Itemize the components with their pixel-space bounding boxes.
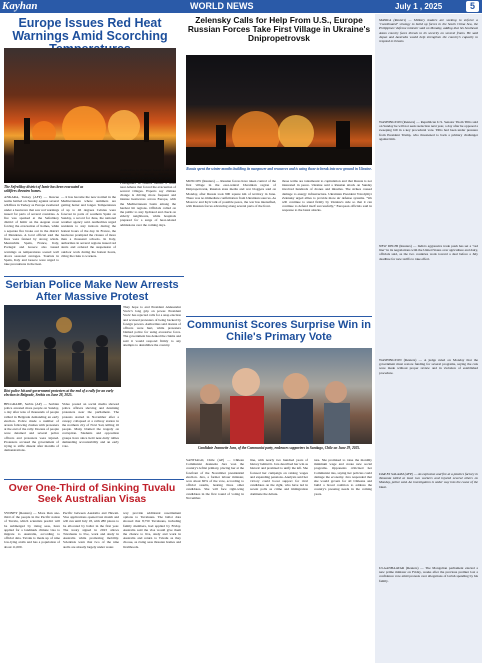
- chile-headline: Communist Scores Surprise Win in Chile's Primary Vote: [187, 319, 371, 343]
- tuvalu-column-1: SYDNEY (Reuters) — More than one-third of the people in the Pacific nation of Tuvalu, which scientists predict will be submerged by rising seas, have applied for a landmark climate visa to migrate to Australia, according to official data. Tuvalu is made up of nine low-lying atolls and has a population of about 11,000.: [4, 511, 60, 549]
- masthead: [0, 0, 482, 13]
- issue-date: July 1 , 2025: [395, 2, 443, 11]
- brief-item: DAR ES SALAAM (AFP) — An explosion and fire at a plastics factory in Tanzania killed at least two workers and injured several others on Monday, police said. An investigation is under way into the cause of the blaze.: [379, 472, 478, 489]
- tuvalu-column-3: way provide additional resettlement options to Tuvaluans. The ballot data showed that 8,750 Tuvaluans, including family members, had applied by Friday. Australia said the visa would give them the chance to live, study and work in Australia and return to Tuvalu as they choose, as rising seas threaten homes and livelihoods.: [123, 511, 181, 549]
- brief-item: WASHINGTON (Reuters) — A judge ruled on Monday that the government must restore funding for several programs, saying the cuts were made without proper review and in violation of established procedure.: [379, 358, 478, 375]
- europe-column-3: Authorities in Portugal issued a red heat warning for several districts as temperatures approached 46 degrees. Firefighters in Greece battled a blaze near Athens that forced the evacuation of several villages. Experts say climate change is driving more frequent and intense heatwaves across Europe, with the Mediterranean basin among the hardest hit regions. Officials called on the public to stay hydrated and check on elderly neighbours, while hospitals prepared for a surge of heat-related admissions over the coming days.: [120, 168, 176, 227]
- brief-item: WASHINGTON (Reuters) — Republican U.S. Senator Thom Tillis said on Sunday he will not seek reelection next year, a day after he opposed a sweeping bill in a key procedural vote. Tillis had been under pressure from President Trump, who threatened to back a primary challenger against him.: [379, 120, 478, 141]
- news-briefs-sidebar: [375, 14, 482, 663]
- zelensky-headline: Zelensky Calls for Help From U.S., Europe Russian Forces Take First Village in Ukraine's Dnipropetrovsk: [187, 15, 371, 43]
- page-number: 5: [466, 1, 479, 12]
- serbia-protest-photo: [4, 305, 121, 387]
- riot-police-icon: [4, 305, 121, 387]
- zelensky-column-1: MOSCOW (Reuters) — Russian forces have taken control of the first village in the east-central Ukrainian region of Dnipropetrovsk, Russian state media and war bloggers said on Monday, after Russia took 900 square km of territory in June. There was no immediate confirmation from Ukrainian sources. As Moscow and Kyiv talk of possible peace, the war has intensified, with Russian forces advancing along several parts of the front.: [186, 179, 276, 209]
- crowd-embrace-icon: [186, 348, 372, 444]
- serbia-column-2: Video posted on social media showed police officers shoving and detaining protesters near the parliament. The protests started in November after a canopy collapsed at a railway station in the northern city of Novi Sad, killing 16 people. Many blamed the tragedy on corruption. Students and opposition groups have since held near-daily rallies demanding accountability and an early vote.: [62, 402, 119, 449]
- chile-caption: Candidate Jeannette Jara, of the Communist party, embraces supporters in Santiago, Chile on June 29, 2025.: [197, 446, 361, 450]
- europe-caption: The Sefrelikoy district of Izmir has been evacuated as wildfires threaten homes.: [4, 185, 84, 194]
- zelensky-column-2: those terms are tantamount to capitulation and that Russia is not interested in peace. Ukraine said a Russian attack on Sunday involved hundreds of drones and missiles. The strikes caused damage to energy infrastructure. Ukrainian President Volodymyr Zelensky urged allies to provide more air defense systems. "We will continue to stand firmly by Ukraine's side so that it can continue to defend itself successfully," European officials said in response to the latest attacks.: [282, 179, 372, 213]
- divider: [4, 479, 184, 480]
- logo: Kayhan: [2, 0, 38, 12]
- divider: [4, 276, 184, 277]
- europe-headline: Europe Issues Red Heat Warnings Amid Scorching: [12, 16, 168, 44]
- chile-candidate-photo: [186, 348, 372, 444]
- fire-scene-icon: [4, 48, 176, 183]
- divider: [186, 316, 372, 317]
- chile-column-3: ture. She promised to raise the monthly minimum wage and create new social programs. Opponents criticized her Communist ties, saying her policies could damage the economy. Jara responded that she would govern for all Chileans and build a broad coalition to address the country's pressing needs in the coming years.: [314, 458, 372, 496]
- tuvalu-column-2: Pacific between Australia and Hawaii. Visa applications opened last month and will run until July 18, with 280 places to be allocated by ballot in the first year. The treaty signed in 2023 allows Tuvaluans to live, work and study in Australia while promoting mobility. Scientists warn that two of the nine atolls are already largely under water.: [63, 511, 119, 549]
- europe-column-1: ANKARA, Turkey (AFP) — Rescue teams battled on Sunday against several wildfires in Turkey as Europe sweltered under a heatwave that saw red warnings issued for parts of several countries. A fire was sparked at the Sefrelikoy district of Izmir on the Aegean coast forcing the evacuation of homes, while a separate fire broke out in the district of Menderes. A local official said the fires were fanned by strong winds. Meanwhile Spain, France, Italy, Portugal and Greece also issued warnings as temperatures soared well above seasonal averages. Tourists in Spain, Italy and Greece were urged to take precautions in the heat.: [4, 195, 59, 267]
- chile-column-1: SANTIAGO, Chile (AP) — Chilean Communist Jeannette Jara won the country's leftist primary, placing her at the forefront of the November presidential election. Jara, a former labour minister, won about 60% of the vote, according to official results, beating three other candidates. She will face right-wing candidates in the first round of voting in November.: [186, 458, 244, 500]
- wildfire-photo: [4, 48, 176, 183]
- night-explosion-icon: [186, 55, 372, 165]
- serbia-column-3: They hope to end President Aleksandar Vucic's long grip on power. President Vucic has rejected calls for a snap election and accused protesters of being backed by foreign powers. Authorities said dozens of officers were hurt, while protesters blamed police for using excessive force. The government has denied the claims and said it would respond firmly to any attempts to destabilize the country.: [123, 305, 181, 347]
- serbia-headline: Serbian Police Make New Arrests After Massive Protest: [5, 279, 179, 303]
- europe-column-2: — it has become the new normal in the Mediterranean where summers are getting hotter and longer. Temperatures of up to 46 degrees Celsius were forecast in parts of southern Spain on Sunday, a record for June, the national weather agency said. Authorities urged residents to stay indoors during the hottest hours of the day. In France, the heatwave prompted the closure of more than a thousand schools. In Italy, authorities in several regions issued red alerts and ordered the suspension of outdoor work during the hottest hours, citing the risks to workers.: [61, 195, 116, 258]
- ukraine-strike-photo: [186, 55, 372, 165]
- chile-column-2: line, with nearly two hundred years of history behind it. Jara described her win as historic and promised to unify the left. She focused her campaign on raising wages and expanding pensions. Analysts said her victory could boost support for rival candidates on the right, who have led in recent polls as crime and immigration dominate the debate.: [250, 458, 308, 496]
- brief-item: NEW DELHI (Reuters) — India's aggressive trade push has set a "red line" in its negotiations with the United States over agriculture and dairy, officials said, as the two countries work toward a deal before a July deadline for new tariffs to take effect.: [379, 244, 478, 261]
- brief-item: ULAANBAATAR (Reuters) — The Mongolian parliament elected a new prime minister on Friday, weeks after the previous premier lost a confidence vote amid protests over allegations of lavish spending by his family.: [379, 566, 478, 583]
- serbia-column-1: BELGRADE, Serbia (AP) — Serbian police arrested more people on Sunday, a day after tens of thousands of people rallied in Belgrade demanding an early election. Police made a number of arrests following clashes with protesters at the end of the rally. Dozens of people were detained and several police officers and protesters were injured. Protesters accused the government of trying to stifle dissent after months of demonstrations.: [4, 402, 59, 453]
- tuvalu-headline: Over One-Third of Sinking Tuvalu Seek Australian Visas: [8, 482, 176, 506]
- zelensky-caption: Russia spent the winter months building its manpower and resources and is using those to break into new ground in Ukraine.: [186, 167, 372, 171]
- section-name: WORLD NEWS: [190, 1, 254, 11]
- serbia-caption: Riot police hit anti-government protesters at the end of a rally for an early election in Belgrade, Serbia on June 28, 2025.: [4, 389, 114, 398]
- brief-item: MANILA (Reuters) — Military leaders are seeking to enforce a "coordinated" strategy to build up forces in the South China Sea, the Philippines' defense minister said on Monday, adding that his Southeast Asian country faces threats to its security on several fronts. He said Japan and Australia would help strengthen the country's capacity to respond to threats.: [379, 18, 478, 44]
